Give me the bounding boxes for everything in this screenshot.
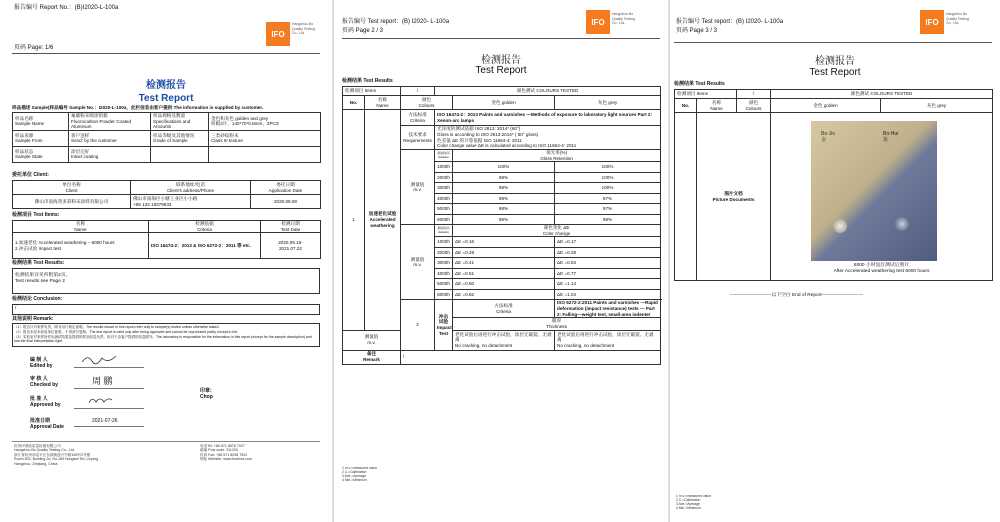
footer-company: 杭州伊弗欧质量检测有限公司 Hangzhou Bo Quality Testing Co., Ltd. 浙江省杭州市临平区东湖街道兴中路189号2号楼 Room 502, Building 2#, No.189 Hongwei Rd, Linping Hangzhou, Zhejiang, China xyxy=(14,444,99,466)
remark-2: （2）报告未经本检验单位批准，不得部分复制。The test report is valid only after being approved and cannot be reproduced partly, except in full. xyxy=(14,330,238,334)
gloss-golden: 98% xyxy=(453,183,555,194)
gloss-duration: 2000h xyxy=(435,172,453,183)
remark-box xyxy=(12,323,320,347)
page-number: 页码 Page 3 / 3 xyxy=(676,28,718,34)
impact-criteria-text: ISO 6272-2:2011 Paints and varnishes —Rapid deformation (impact resistance) tests — Part 2: Falling—weight test, small-area indenter xyxy=(555,300,661,318)
gloss-retention-label: 保光率(%) Gloss Retention xyxy=(453,150,661,162)
gloss-duration: 1000h xyxy=(435,162,453,173)
logo-company-text: Hangzhou Bo Quality Testing Co., Ltd. xyxy=(946,12,969,25)
client-label: 委托单位 Client: xyxy=(12,172,49,178)
col-grey: 灰色 grey xyxy=(555,96,661,110)
head-items: 检测项目 Items xyxy=(675,90,737,99)
conclusion-box xyxy=(12,304,320,315)
items-table xyxy=(12,220,321,259)
items-head-criteria: 检测依据 Criteria xyxy=(149,221,261,233)
remark-1: （1）报告只对来样负责，除非另行规定说明。The results shown in this report refer only to sample(s) tested unless otherwise stated. xyxy=(14,325,220,329)
col-colours: 颜色 Colours xyxy=(737,99,771,113)
color-duration: 3000h xyxy=(435,258,453,269)
col-colours: 颜色 Colours xyxy=(401,96,453,110)
results-box xyxy=(12,268,320,294)
date-line xyxy=(74,426,144,427)
remark-label: 其他说明 Remark: xyxy=(12,316,54,322)
edited-by-label: 编 制 人 Edited by xyxy=(30,357,53,369)
photo-caption: 6000 小时氙灯测试后照片 After Accelerated weathering test 6000 hours xyxy=(833,263,930,274)
page-number: 页码 Page 2 / 3 xyxy=(342,28,384,34)
gloss-duration: 6000h xyxy=(435,214,453,225)
results-row xyxy=(343,110,661,126)
gloss-golden: 98% xyxy=(453,204,555,215)
gloss-grey: 97% xyxy=(555,193,661,204)
impact-mv-label: 测量值 m.v. xyxy=(343,330,401,350)
gloss-grey: 98% xyxy=(555,214,661,225)
impact-criteria-label: 方法标准 Criteria xyxy=(453,300,555,318)
client-table xyxy=(12,180,321,209)
item1-no: 1 xyxy=(343,110,365,331)
photo-cell xyxy=(771,113,993,281)
color-golden: ΔE =0.16 xyxy=(453,237,555,248)
sample-cell: 样品规格及数量 Specifications and Amounts xyxy=(151,113,209,131)
color-duration: 1000h xyxy=(435,237,453,248)
col-name: 名称 Name xyxy=(365,96,401,110)
color-grey: ΔE =1.04 xyxy=(555,289,661,300)
approved-line xyxy=(74,408,144,409)
item1-name: 加速老化试验 Accelerated weathering xyxy=(365,110,401,331)
approved-by-label: 批 准 人 Approved by xyxy=(30,396,61,408)
results-row xyxy=(343,350,661,364)
results-row xyxy=(343,87,661,96)
client-date: 2020.09.08 xyxy=(251,195,321,209)
title-en: Test Report xyxy=(809,67,861,78)
requirements-label: 技术要求 Requirements xyxy=(401,126,435,150)
sample-row xyxy=(13,146,321,162)
duration-label: 测试时间 duration xyxy=(435,225,453,237)
sample-cell: 样品等级及其他情况 Grade of Sample xyxy=(151,130,209,146)
gloss-mv-label: 测量值 m.v. xyxy=(401,150,435,225)
gloss-golden: 100% xyxy=(453,162,555,173)
results-row xyxy=(343,330,661,350)
color-duration: 5000h xyxy=(435,279,453,290)
duration-label: 测试时间 duration xyxy=(435,150,453,162)
title-en: Test Report xyxy=(138,93,194,104)
report-page-1 xyxy=(0,0,332,522)
sample-cell: 金色和灰色 golden and grey 样板2片，140*70*0.8mm，2PCS xyxy=(209,113,321,131)
sample-cell: 三类砂纹粉末 Class III texture xyxy=(209,130,321,146)
remark-label: 备注 Remark xyxy=(343,350,401,364)
items-label: 检测项目 Test Items: xyxy=(12,212,60,218)
color-golden: ΔE =0.28 xyxy=(453,247,555,258)
report-page-2 xyxy=(334,0,668,522)
color-duration: 4000h xyxy=(435,268,453,279)
sample-row xyxy=(13,113,321,131)
approval-date-label: 批准日期 Approval Date xyxy=(30,418,64,430)
color-grey: ΔE =0.28 xyxy=(555,247,661,258)
impact-golden: 老化试验后再进行冲击试验，涂层无破裂、无剥离 No cracking, no detachment xyxy=(453,330,555,350)
head-test: 颜色测试 COLOURS TESTED xyxy=(435,87,661,96)
seal-label: 印章: Chop xyxy=(200,388,213,400)
gloss-grey: 100% xyxy=(555,183,661,194)
checked-line xyxy=(74,388,144,389)
title-cn: 检测报告 xyxy=(146,80,186,91)
sample-cell xyxy=(209,146,321,162)
footer-rule xyxy=(12,441,320,442)
results-row xyxy=(343,96,661,110)
head-items: 检测项目 Items xyxy=(343,87,401,96)
conclusion-label: 检测结论 Conclusion: xyxy=(12,296,63,302)
sample-cell: 氟碳粉末喷涂铝板 Fluorocarbon Powder Coated Aluminum xyxy=(69,113,151,131)
checked-by-label: 审 核 人 Checked by xyxy=(30,376,59,388)
title-cn: 检测报告 xyxy=(815,56,855,67)
header-rule xyxy=(674,42,992,43)
checker-signature: 周 鹏 xyxy=(92,376,113,386)
sample-cell: 涂层完好 Intact coating xyxy=(69,146,151,162)
sample-cell xyxy=(151,146,209,162)
results-label: 检测结果 Test Results: xyxy=(12,260,65,266)
edited-line xyxy=(74,367,144,368)
footnotes: 1 m.v.=measured value 2 C.=Calibration 3 Ave.=Average 4 Min.=Minimum xyxy=(676,494,712,510)
photo-tag-golden: Bo-Jin 金 xyxy=(821,131,836,143)
gloss-golden: 98% xyxy=(453,193,555,204)
color-duration: 6000h xyxy=(435,289,453,300)
logo-company-text: Hangzhou Bo Quality Testing Co., Ltd. xyxy=(612,12,635,25)
photo-tag-grey: Bo-Hui 灰 xyxy=(883,131,899,143)
conclusion-text: / xyxy=(15,306,17,311)
header-rule xyxy=(12,53,320,54)
head-slash: / xyxy=(737,90,771,99)
impact-grey: 老化试验后再进行冲击试验，涂层无破裂、无剥离 No cracking, no detachment xyxy=(555,330,661,350)
col-golden: 金色 golden xyxy=(771,99,881,113)
criteria-label: 方法标准 Criteria xyxy=(401,110,435,126)
client-name: 佛山市南海普多彩粉末涂料有限公司 xyxy=(13,195,131,209)
col-no: No. xyxy=(343,96,365,110)
client-head-date: 委托日期 Application Date xyxy=(251,181,321,195)
header-rule xyxy=(342,38,660,39)
color-grey: ΔE =0.84 xyxy=(555,258,661,269)
items-date: 2020.09.16- 2021.07.22 xyxy=(261,233,321,259)
ifo-logo: IFO xyxy=(266,22,290,46)
color-golden: ΔE =0.41 xyxy=(453,258,555,269)
sample-cell: 样品状态 Sample State xyxy=(13,146,69,162)
thickness-label: 膜厚 Thickness xyxy=(453,318,661,330)
gloss-grey: 100% xyxy=(555,162,661,173)
approval-date: 2021-07-26 xyxy=(92,418,118,424)
item2-name: 冲击试验 Impact Test xyxy=(435,300,453,350)
picture-table xyxy=(674,89,993,281)
sample-photo xyxy=(811,121,937,261)
head-slash: / xyxy=(401,87,435,96)
sample-cell: 客户送样 Send: by the customer xyxy=(69,130,151,146)
items-criteria: ISO 16474-2：2013 & ISO 6272-2：2011 等 etc. xyxy=(149,233,261,259)
report-number: 报告编号 Test report：(B) I2020- L-100a xyxy=(342,19,450,25)
color-change-label: 颜色变化 ΔE Color change xyxy=(453,225,661,237)
col-no: No. xyxy=(675,99,697,113)
color-mv-label: 测量值 m.v. xyxy=(401,225,435,300)
ifo-logo: IFO xyxy=(920,10,944,34)
color-grey: ΔE =1.14 xyxy=(555,279,661,290)
footer-contact: 电话Tel: +86 571 8578 7927 邮编 Post code: 311200 传真 Fax: +86 571 8298 7922 网址 Website: www.ifochina.com xyxy=(200,444,252,462)
criteria-text: ISO 16474-2：2013 Paints and varnishes —Methods of exposure to laboratory light sources Part 2: Xenon-arc lamps xyxy=(435,110,661,126)
sample-desc-label: 样品描述 Sample(样品编号 Sample No.：I2020-L-100a，此栏信息由客户提供 The information is supplied by customer. xyxy=(12,105,264,110)
client-head-address: 联系地址/电话 Client's address/Phone xyxy=(131,181,251,195)
color-golden: ΔE =0.60 xyxy=(453,279,555,290)
results-text: 检测结果详见所附第2页。 Test results see Page 2 xyxy=(15,273,71,284)
client-address: 佛山市南海区小塘工业区小小路 +86 133 18378633 xyxy=(131,195,251,209)
photo-label: 图片文档 Picture Documents xyxy=(697,113,771,281)
color-duration: 2000h xyxy=(435,247,453,258)
requirements-text: 光泽度的测试依据 ISO 2813: 2014* (60°) Gloss is according to ISO 2813:2014* ( 60° gloss) 色差值 ΔE 的计算依据 ISO 11664-4: 2011 Color change value ΔE is calculated according to ISO 11664-4: 2011 xyxy=(435,126,661,150)
sample-cell: 样品来源 Sample From xyxy=(13,130,69,146)
report-number: 报告编号 Test report：(B) I2020- L-100a xyxy=(676,19,784,25)
color-golden: ΔE =0.51 xyxy=(453,268,555,279)
logo-company-text: Hangzhou Bo Quality Testing Co., Ltd. xyxy=(292,22,315,35)
gloss-grey: 100% xyxy=(555,172,661,183)
item2-no: 2 xyxy=(401,300,435,350)
sample-row xyxy=(13,130,321,146)
client-head-name: 单位名称 Client xyxy=(13,181,131,195)
report-number: 报告编号 Report No.：(B)I2020-L-100a xyxy=(14,5,119,11)
page-number: 页码 Page: 1/6 xyxy=(14,45,54,51)
editor-signature xyxy=(80,352,120,366)
remark-text: / xyxy=(401,350,661,364)
sample-table xyxy=(12,112,321,163)
items-name: 1.加速老化 Accelerated weathering – 6000 hours 2.冲击试验 Impact test xyxy=(13,233,149,259)
gloss-grey: 97% xyxy=(555,204,661,215)
col-name: 名称 Name xyxy=(697,99,737,113)
color-grey: ΔE =0.17 xyxy=(555,237,661,248)
gloss-duration: 5000h xyxy=(435,204,453,215)
col-grey: 灰色 grey xyxy=(881,99,993,113)
footnotes: 1 m.v.=measured value 2 C.=Calibration 3 Ave.=Average 4 Min.=Minimum xyxy=(342,466,378,482)
end-of-report: --------------------------以下空白 End of Report-------------------------- xyxy=(730,293,864,298)
sample-cell: 样品名称 Sample Name xyxy=(13,113,69,131)
gloss-duration: 4000h xyxy=(435,193,453,204)
items-head-date: 检测日期 Test Date xyxy=(261,221,321,233)
impact-dent-grey xyxy=(895,217,909,231)
color-grey: ΔE =0.77 xyxy=(555,268,661,279)
title-en: Test Report xyxy=(475,65,527,76)
report-page-3 xyxy=(670,0,1000,522)
items-head-name: 名称 Name xyxy=(13,221,149,233)
color-golden: ΔE =0.62 xyxy=(453,289,555,300)
gloss-golden: 98% xyxy=(453,172,555,183)
approver-signature xyxy=(86,394,116,406)
remark-3: （3）实验室对来样所作出测试结果及提供的样品信息负责，但对于由客户提供的信息除外。The laboratory is responsible for the information in this report (except for the sample description) and has the final interpretation right. xyxy=(14,335,312,344)
section-label: 检测结果 Test Results xyxy=(674,81,725,87)
head-test: 颜色测试 COLOURS TESTED xyxy=(771,90,993,99)
section-label: 检测结果 Test Results xyxy=(342,78,393,84)
photo-no-cell xyxy=(675,113,697,281)
col-golden: 金色 golden xyxy=(453,96,555,110)
gloss-golden: 96% xyxy=(453,214,555,225)
title-cn: 检测报告 xyxy=(481,55,521,66)
gloss-duration: 3000h xyxy=(435,183,453,194)
impact-dent-golden xyxy=(833,219,847,233)
results-table xyxy=(342,86,661,365)
ifo-logo: IFO xyxy=(586,10,610,34)
